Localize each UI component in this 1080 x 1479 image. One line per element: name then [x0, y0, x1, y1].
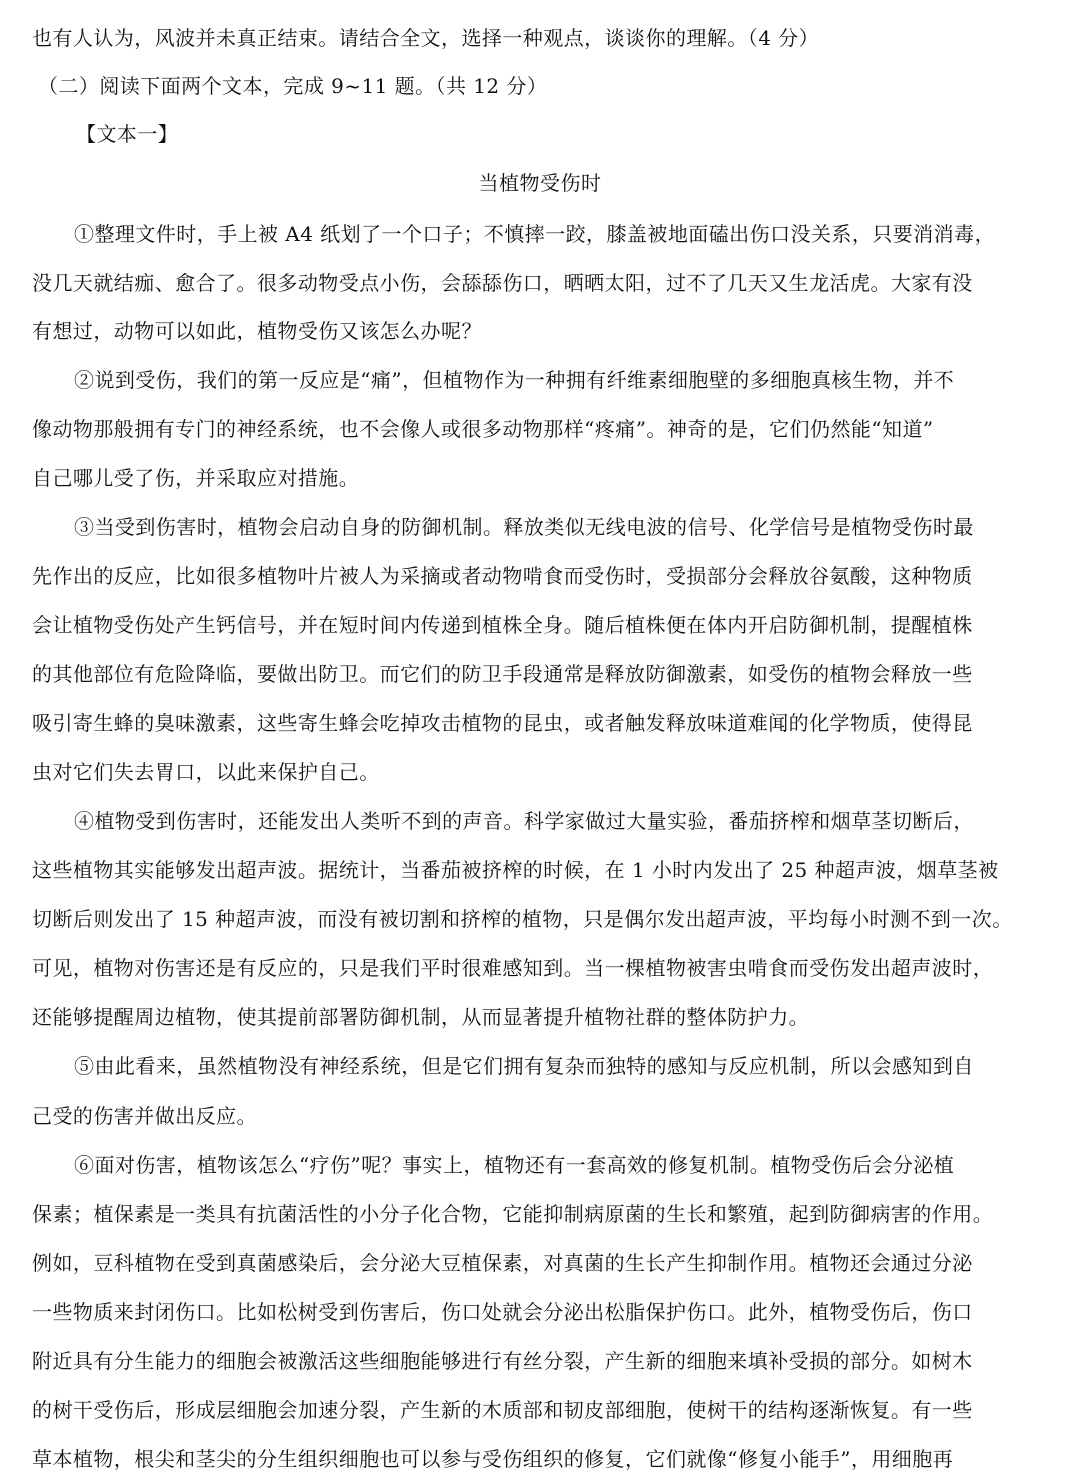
paragraph-6-line-3: 例如，豆科植物在受到真菌感染后，会分泌大豆植保素，对真菌的生长产生抑制作用。植物还会通过分泌: [32, 1251, 973, 1275]
paragraph-5-line-2: 己受的伤害并做出反应。: [32, 1104, 257, 1128]
paragraph-3-line-5: 吸引寄生蜂的臭味激素，这些寄生蜂会吃掉攻击植物的昆虫，或者触发释放味道难闻的化学物质，使得昆: [32, 711, 973, 735]
paragraph-6-line-6: 的树干受伤后，形成层细胞会加速分裂，产生新的木质部和韧皮部细胞，使树干的结构逐渐恢复。有一些: [32, 1398, 973, 1422]
paragraph-4-line-4: 可见，植物对伤害还是有反应的，只是我们平时很难感知到。当一棵植物被害虫啃食而受伤发出超声波时，: [32, 956, 994, 980]
paragraph-4-line-2: 这些植物其实能够发出超声波。据统计，当番茄被挤榨的时候，在 1 小时内发出了 25 种超声波，烟草茎被: [32, 858, 999, 882]
article-title: 当植物受伤时: [478, 171, 602, 195]
paragraph-1-line-2: 没几天就结痂、愈合了。很多动物受点小伤，会舔舔伤口，晒晒太阳，过不了几天又生龙活虎。大家有没: [32, 271, 973, 295]
paragraph-3-line-4: 的其他部位有危险降临，要做出防卫。而它们的防卫手段通常是释放防御激素，如受伤的植物会释放一些: [32, 662, 973, 686]
paragraph-4-line-5: 还能够提醒周边植物，使其提前部署防御机制，从而显著提升植物社群的整体防护力。: [32, 1005, 810, 1029]
paragraph-4-line-1: ④植物受到伤害时，还能发出人类听不到的声音。科学家做过大量实验，番茄挤榨和烟草茎切断后，: [74, 809, 974, 833]
text-label: 【文本一】: [76, 122, 179, 146]
paragraph-6-line-7: 草本植物，根尖和茎尖的分生组织细胞也可以参与受伤组织的修复，它们就像“修复小能手”，用细胞再: [32, 1447, 954, 1471]
paragraph-2-line-3: 自己哪儿受了伤，并采取应对措施。: [32, 466, 360, 490]
paragraph-1-line-1: ①整理文件时，手上被 A4 纸划了一个口子；不慎摔一跤，膝盖被地面磕出伤口没关系，只要消消毒，: [74, 222, 996, 246]
paragraph-3-line-6: 虫对它们失去胃口，以此来保护自己。: [32, 760, 380, 784]
section-heading: （二）阅读下面两个文本，完成 9~11 题。（共 12 分）: [38, 74, 548, 98]
paragraph-2-line-1: ②说到受伤，我们的第一反应是“痛”，但植物作为一种拥有纤维素细胞壁的多细胞真核生物，并不: [74, 368, 955, 392]
paragraph-6-line-1: ⑥面对伤害，植物该怎么“疗伤”呢？事实上，植物还有一套高效的修复机制。植物受伤后会分泌植: [74, 1153, 955, 1177]
paragraph-6-line-4: 一些物质来封闭伤口。比如松树受到伤害后，伤口处就会分泌出松脂保护伤口。此外，植物受伤后，伤口: [32, 1300, 973, 1324]
paragraph-1-line-3: 有想过，动物可以如此，植物受伤又该怎么办呢？: [32, 319, 482, 343]
paragraph-2-line-2: 像动物那般拥有专门的神经系统，也不会像人或很多动物那样“疼痛”。神奇的是，它们仍然能“知道”: [32, 417, 934, 441]
paragraph-4-line-3: 切断后则发出了 15 种超声波，而没有被切割和挤榨的植物，只是偶尔发出超声波，平均每小时测不到一次。: [32, 907, 1013, 931]
paragraph-3-line-2: 先作出的反应，比如很多植物叶片被人为采摘或者动物啃食而受伤时，受损部分会释放谷氨酸，这种物质: [32, 564, 973, 588]
paragraph-6-line-2: 保素；植保素是一类具有抗菌活性的小分子化合物，它能抑制病原菌的生长和繁殖，起到防御病害的作用。: [32, 1202, 994, 1226]
paragraph-3-line-3: 会让植物受伤处产生钙信号，并在短时间内传递到植株全身。随后植株便在体内开启防御机制，提醒植株: [32, 613, 973, 637]
paragraph-5-line-1: ⑤由此看来，虽然植物没有神经系统，但是它们拥有复杂而独特的感知与反应机制，所以会感知到自: [74, 1054, 974, 1078]
paragraph-3-line-1: ③当受到伤害时，植物会启动自身的防御机制。释放类似无线电波的信号、化学信号是植物受伤时最: [74, 515, 974, 539]
question-tail-line: 也有人认为，风波并未真正结束。请结合全文，选择一种观点，谈谈你的理解。（4 分）: [32, 26, 820, 50]
paragraph-6-line-5: 附近具有分生能力的细胞会被激活这些细胞能够进行有丝分裂，产生新的细胞来填补受损的部分。如树木: [32, 1349, 973, 1373]
